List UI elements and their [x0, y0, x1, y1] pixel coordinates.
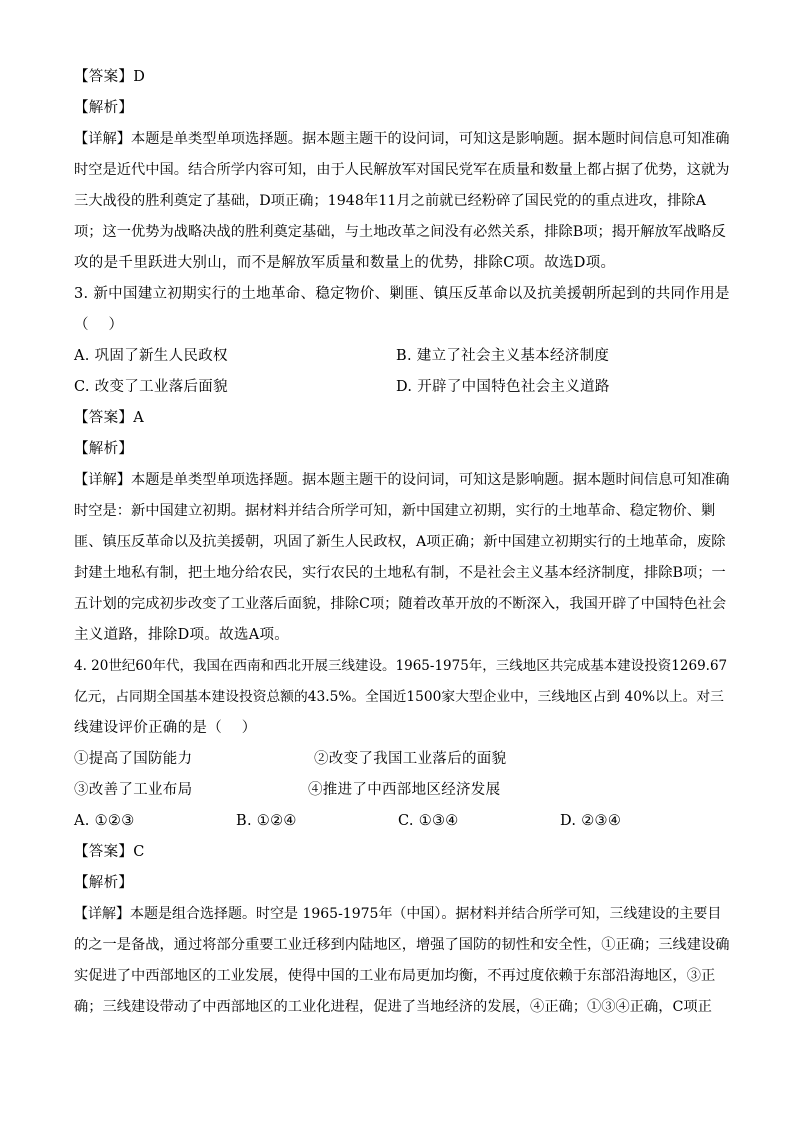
- q3-detail-line: 五计划的完成初步改变了工业落后面貌，排除C项；随着改革开放的不断深入，我国开辟了中国特色社会: [74, 596, 727, 612]
- q4-option-b: B. ①②④: [236, 813, 297, 829]
- q3-detail-line: 时空是：新中国建立初期。据材料并结合所学可知，新中国建立初期，实行的土地革命、稳定物价、剿: [74, 503, 716, 519]
- q4-detail-line: 【详解】本题是组合选择题。时空是 1965-1975年（中国）。据材料并结合所学可知，三线建设的主要目: [74, 906, 722, 922]
- q2-answer: 【答案】D: [74, 69, 146, 85]
- q4-detail-line: 实促进了中西部地区的工业发展，使得中国的工业布局更加均衡，不再过度依赖于东部沿海地区，③正: [74, 968, 716, 984]
- q4-answer: 【答案】C: [74, 844, 145, 860]
- q3-options-row: [74, 372, 730, 403]
- q3-option-a: A. 巩固了新生人民政权: [74, 348, 228, 364]
- q4-detail-line: 确；三线建设带动了中西部地区的工业化进程，促进了当地经济的发展，④正确；①③④正确，C项正: [74, 999, 712, 1015]
- q2-detail-line: 【详解】本题是单类型单项选择题。据本题主题干的设问词，可知这是影响题。据本题时间信息可知准确: [74, 131, 730, 147]
- q4-statement-4: ④推进了中西部地区经济发展: [308, 782, 501, 798]
- q3-stem: 3. 新中国建立初期实行的土地革命、稳定物价、剿匪、镇压反革命以及抗美援朝所起到的共同作用是: [74, 286, 730, 302]
- q3-detail-line: 主义道路，排除D项。故选A项。: [74, 627, 290, 643]
- q3-detail-line: 封建土地私有制，把土地分给农民，实行农民的土地私有制，不是社会主义基本经济制度，排除B项；一: [74, 565, 726, 581]
- q4-statement-2: ②改变了我国工业落后的面貌: [314, 751, 507, 767]
- q4-statement-1: ①提高了国防能力: [74, 751, 193, 767]
- q2-detail-line: 项；这一优势为战略决战的胜利奠定基础，与土地改革之间没有必然关系，排除B项；揭开解放军战略反: [74, 224, 726, 240]
- q4-statements-row: [74, 744, 730, 775]
- q2-detail-line: 攻的是千里跃进大别山，而不是解放军质量和数量上的优势，排除C项。故选D项。: [74, 255, 616, 271]
- q2-analysis-heading: 【解析】: [74, 100, 134, 116]
- q4-option-a: A. ①②③: [74, 813, 135, 829]
- q3-option-c: C. 改变了工业落后面貌: [74, 379, 228, 395]
- q3-answer: 【答案】A: [74, 410, 144, 426]
- q3-option-b: B. 建立了社会主义基本经济制度: [396, 348, 610, 364]
- q4-option-c: C. ①③④: [398, 813, 459, 829]
- q4-stem: 4. 20世纪60年代，我国在西南和西北开展三线建设。1965-1975年，三线地区共完成基本建设投资1269.67: [74, 658, 728, 674]
- q3-stem-blank: （ ）: [74, 317, 124, 333]
- q4-stem: 亿元，占同期全国基本建设投资总额的43.5%。全国近1500家大型企业中，三线地区占到 40%以上。对三: [74, 689, 724, 705]
- q4-detail-line: 的之一是备战，通过将部分重要工业迁移到内陆地区，增强了国防的韧性和安全性，①正确；三线建设确: [74, 937, 730, 953]
- q3-detail-line: 【详解】本题是单类型单项选择题。据本题主题干的设问词，可知这是影响题。据本题时间信息可知准确: [74, 472, 730, 488]
- q4-option-d: D. ②③④: [560, 813, 622, 829]
- q4-options-row: [74, 806, 730, 837]
- q3-detail-line: 匪、镇压反革命以及抗美援朝，巩固了新生人民政权，A项正确；新中国建立初期实行的土地革命，废除: [74, 534, 726, 550]
- q3-options-row: [74, 341, 730, 372]
- q4-statement-3: ③改善了工业布局: [74, 782, 193, 798]
- q2-detail-line: 时空是近代中国。结合所学内容可知，由于人民解放军对国民党军在质量和数量上都占据了优势，这就为: [74, 162, 730, 178]
- q4-stem: 线建设评价正确的是（ ）: [74, 720, 257, 736]
- q4-analysis-heading: 【解析】: [74, 875, 134, 891]
- q4-statements-row: [74, 775, 730, 806]
- q3-option-d: D. 开辟了中国特色社会主义道路: [396, 379, 610, 395]
- document-page: [74, 62, 730, 1023]
- q3-analysis-heading: 【解析】: [74, 441, 134, 457]
- q2-detail-line: 三大战役的胜利奠定了基础，D项正确；1948年11月之前就已经粉碎了国民党的的重点进攻，排除A: [74, 193, 706, 209]
